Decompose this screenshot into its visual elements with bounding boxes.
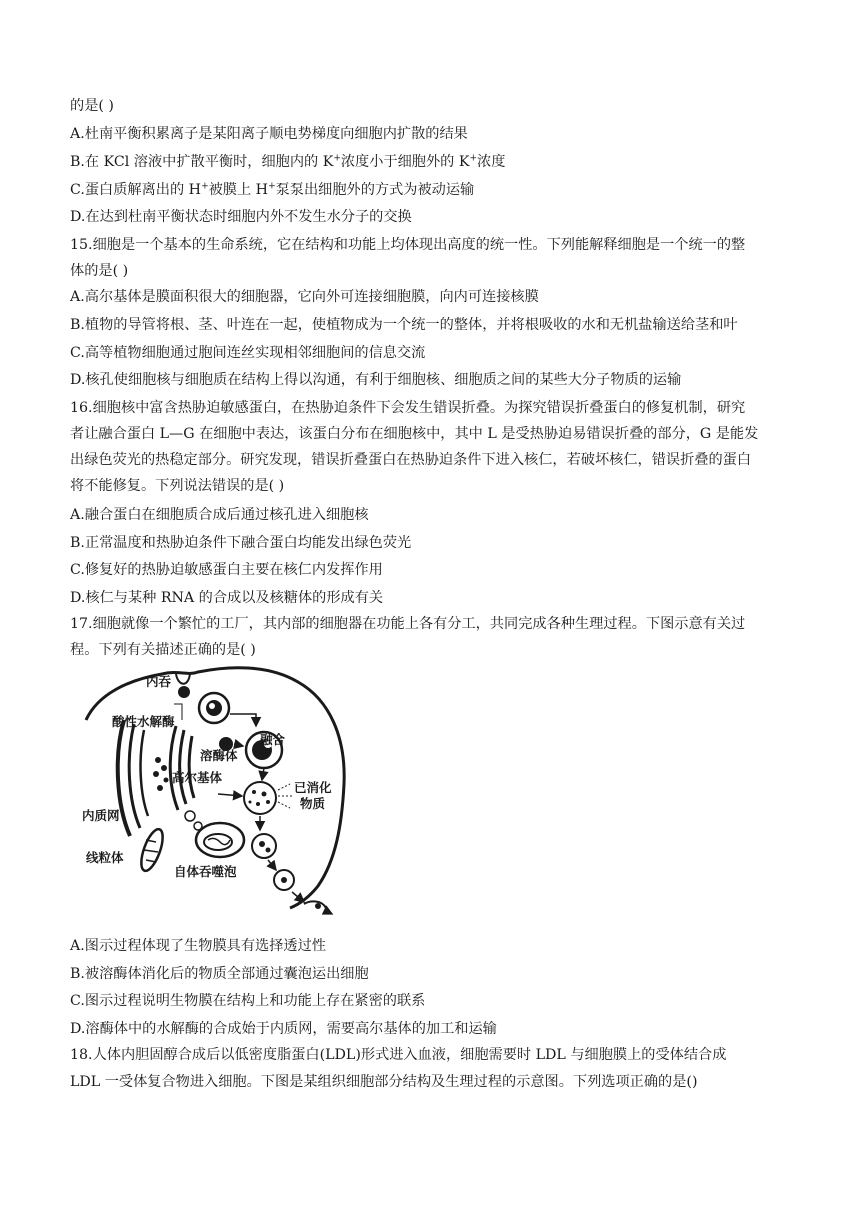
q14-option-a: A.杜南平衡积累离子是某阳离子顺电势梯度向细胞内扩散的结果 [70, 126, 468, 142]
digestive-vacuole [244, 782, 276, 814]
label-er: 内质网 [82, 808, 120, 823]
golgi-apparatus [170, 726, 178, 810]
q17-option-b: B.被溶酶体消化后的物质全部通过囊泡运出细胞 [70, 966, 369, 982]
q18-stem-line2: LDL 一受体复合物进入细胞。下图是某组织细胞部分结构及生理过程的示意图。下列选项正确的是() [70, 1074, 698, 1090]
q16-stem-line1: 16.细胞核中富含热胁迫敏感蛋白，在热胁迫条件下会发生错误折叠。为探究错误折叠蛋白的修复机制，研究 [70, 400, 746, 416]
q17-option-d: D.溶酶体中的水解酶的合成始于内质网，需要高尔基体的加工和运输 [70, 1021, 497, 1037]
label-lysosome: 溶酶体 [200, 748, 238, 763]
q16-option-c: C.修复好的热胁迫敏感蛋白主要在核仁内发挥作用 [70, 562, 383, 578]
q15-option-a: A.高尔基体是膜面积很大的细胞器，它向外可连接细胞膜，向内可连接核膜 [70, 289, 539, 305]
endocytic-vesicle [178, 686, 190, 698]
q17-stem-line2: 程。下列有关描述正确的是( ) [70, 642, 256, 658]
label-digested-2: 物质 [300, 796, 326, 811]
q16-stem-line4: 将不能修复。下列说法错误的是( ) [70, 478, 285, 494]
q16-option-b: B.正常温度和热胁迫条件下融合蛋白均能发出绿色荧光 [70, 535, 412, 551]
label-golgi: 高尔基体 [172, 770, 223, 785]
label-autophagosome: 自体吞噬泡 [174, 864, 237, 879]
label-endocytosis: 内吞 [146, 674, 172, 689]
q15-option-c: C.高等植物细胞通过胞间连丝实现相邻细胞间的信息交流 [70, 345, 426, 361]
mitochondrion [137, 827, 167, 874]
cell-digestion-figure [78, 664, 354, 916]
label-fusion: 融合 [260, 732, 286, 747]
label-acid-hydrolase: 酸性水解酶 [112, 714, 175, 729]
label-mitochondrion: 线粒体 [86, 850, 124, 865]
q14-option-b: B.在 KCl 溶液中扩散平衡时，细胞内的 K+浓度小于细胞外的 K+浓度 [70, 153, 506, 170]
q16-option-a: A.融合蛋白在细胞质合成后通过核孔进入细胞核 [70, 507, 369, 523]
q14-option-c: C.蛋白质解离出的 H+被膜上 H+泵泵出细胞外的方式为被动运输 [70, 181, 475, 198]
q16-stem-line3: 出绿色荧光的热稳定部分。研究发现，错误折叠蛋白在热胁迫条件下进入核仁，若破坏核仁，错误折叠的蛋白 [70, 452, 752, 468]
q15-option-d: D.核孔使细胞核与细胞质在结构上得以沟通，有利于细胞核、细胞质之间的某些大分子物质的运输 [70, 372, 682, 388]
q15-stem-line2: 体的是( ) [70, 263, 129, 279]
autophagosome [196, 823, 244, 857]
q15-stem-line1: 15.细胞是一个基本的生命系统，它在结构和功能上均体现出高度的统一性。下列能解释细胞是一个统一的整 [70, 237, 746, 253]
q17-option-a: A.图示过程体现了生物膜具有选择透过性 [70, 938, 326, 954]
endocytosis-pit [176, 674, 190, 684]
q16-option-d: D.核仁与某种 RNA 的合成以及核糖体的形成有关 [70, 590, 384, 606]
q17-stem-line1: 17.细胞就像一个繁忙的工厂，其内部的细胞器在功能上各有分工，共同完成各种生理过程。下图示意有关过 [70, 616, 746, 632]
label-digested-1: 已消化 [294, 780, 332, 795]
q15-option-b: B.植物的导管将根、茎、叶连在一起，使植物成为一个统一的整体，并将根吸收的水和无机盐输送给茎和叶 [70, 317, 738, 333]
q14-stem-tail: 的是( ) [70, 98, 114, 114]
q14-option-d: D.在达到杜南平衡状态时细胞内外不发生水分子的交换 [70, 209, 412, 225]
q18-stem-line1: 18.人体内胆固醇合成后以低密度脂蛋白(LDL)形式进入血液，细胞需要时 LDL 与细胞膜上的受体结合成 [70, 1047, 727, 1063]
q16-stem-line2: 者让融合蛋白 L—G 在细胞中表达，该蛋白分布在细胞核中，其中 L 是受热胁迫易错误折叠的部分，G 是能发 [70, 426, 759, 442]
q17-option-c: C.图示过程说明生物膜在结构上和功能上存在紧密的联系 [70, 993, 426, 1009]
